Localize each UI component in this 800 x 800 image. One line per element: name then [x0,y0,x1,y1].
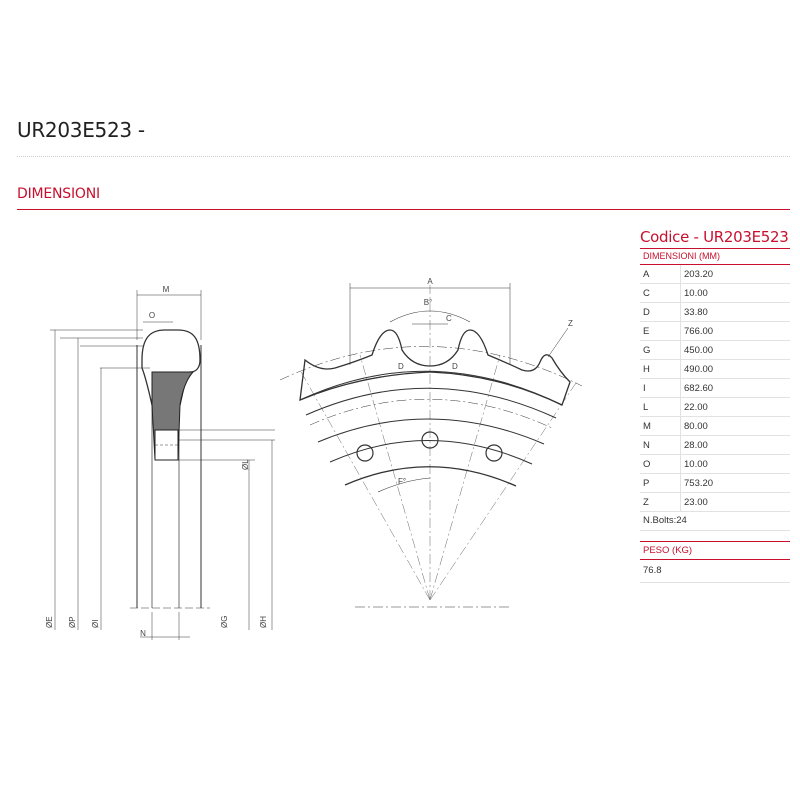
label-z: Z [568,319,573,328]
dimension-key: G [640,341,681,360]
weight-header: PESO (KG) [640,541,790,560]
page-title: UR203E523 - [17,118,145,142]
dimension-value: 490.00 [681,360,791,379]
spec-panel [640,228,790,583]
label-e: ØE [45,616,54,628]
label-a: A [427,277,433,286]
header-divider [17,156,790,157]
dimension-value: 682.60 [681,379,791,398]
dimension-value: 10.00 [681,284,791,303]
dimension-key: L [640,398,681,417]
dimension-value: 80.00 [681,417,791,436]
label-f: F° [398,477,407,486]
label-i: ØI [91,619,100,628]
table-row [640,455,790,474]
dimension-value: 10.00 [681,455,791,474]
dimension-value: 203.20 [681,265,791,284]
technical-drawing [0,230,620,650]
table-row [640,379,790,398]
dimension-key: E [640,322,681,341]
table-row [640,341,790,360]
dimension-value: 23.00 [681,493,791,512]
dimensions-table [640,265,790,512]
dimension-key: P [640,474,681,493]
weight-value: 76.8 [640,560,790,583]
table-row [640,398,790,417]
dimension-value: 28.00 [681,436,791,455]
section-title: DIMENSIONI [17,186,100,202]
table-row [640,417,790,436]
dimension-value: 33.80 [681,303,791,322]
section-divider [17,209,790,210]
table-row [640,360,790,379]
table-row [640,322,790,341]
spec-code-title: Codice - UR203E523 [640,228,789,246]
label-m: M [162,285,170,294]
table-row [640,493,790,512]
dimension-key: I [640,379,681,398]
dimension-value: 766.00 [681,322,791,341]
table-row [640,284,790,303]
dimensions-header: DIMENSIONI (MM) [640,248,790,265]
dimension-value: 450.00 [681,341,791,360]
dimension-key: C [640,284,681,303]
label-p: ØP [68,616,77,628]
table-row [640,474,790,493]
dimension-key: O [640,455,681,474]
label-g: ØG [220,615,229,628]
table-row [640,265,790,284]
label-d-right: D [452,362,458,371]
label-l: ØL [241,459,250,470]
label-o: O [148,311,156,320]
label-n: N [140,629,146,638]
dimension-key: M [640,417,681,436]
dimension-value: 22.00 [681,398,791,417]
label-c: C [446,314,452,323]
dimension-key: A [640,265,681,284]
front-sector-view [280,283,582,607]
label-d-left: D [398,362,404,371]
label-b: B° [423,298,433,307]
dimension-key: D [640,303,681,322]
dimension-key: Z [640,493,681,512]
dimension-key: N [640,436,681,455]
table-row [640,436,790,455]
table-row [640,303,790,322]
dimension-key: H [640,360,681,379]
bolts-count: N.Bolts:24 [640,512,790,531]
dimension-value: 753.20 [681,474,791,493]
label-h: ØH [259,616,268,628]
